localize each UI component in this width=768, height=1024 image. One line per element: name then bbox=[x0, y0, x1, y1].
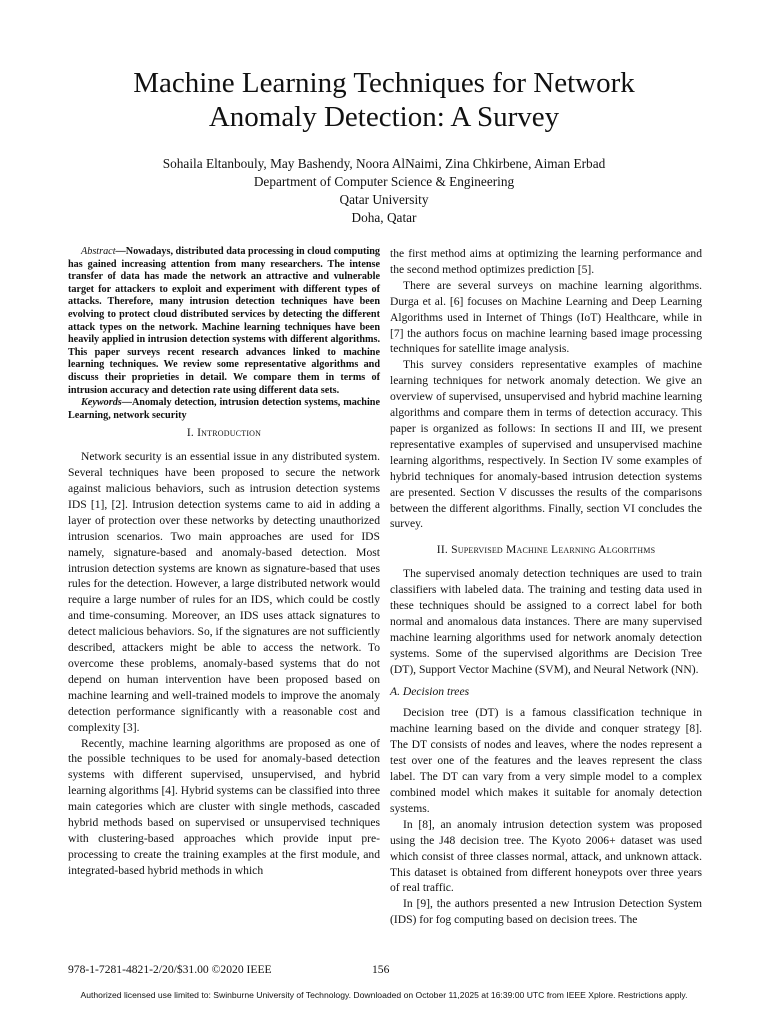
intro-paragraph-4: This survey considers representative examples of machine learning techniques for network anomaly detection. We give an overview of supervised, unsupervised and hybrid machine learning algorithms and compare them in terms of detection accuracy. This paper is organized as follows: In sections II and III, we present representative examples of supervised and unsupervised machine learning algorithms, respectively. In Section IV some examples of hybrid techniques for anomaly-based intrusion detection systems are presented. Section V discusses the results of the comparisons between the different algorithms. Finally, section VI concludes the survey. bbox=[390, 358, 702, 531]
decision-trees-paragraph-3: In [9], the authors presented a new Intrusion Detection System (IDS) for fog computing based on decision trees. The bbox=[390, 897, 702, 927]
footer-isbn: 978-1-7281-4821-2/20/$31.00 ©2020 IEEE bbox=[68, 963, 272, 976]
section-heading-introduction: I. Introduction bbox=[186, 426, 262, 440]
author-block bbox=[40, 155, 728, 227]
intro-paragraph-3: There are several surveys on machine learning algorithms. Durga et al. [6] focuses on Machine Learning and Deep Learning Algorithms used in Internet of Things (IoT) Healthcare, while in [7] the authors focus on machine learning based image processing techniques for satellite image analysis. bbox=[390, 278, 702, 356]
intro-paragraph-continued: the first method aims at optimizing the learning performance and the second method optimizes prediction [5]. bbox=[390, 247, 702, 276]
subsection-heading-decision-trees: A. Decision trees bbox=[390, 684, 470, 698]
decision-trees-paragraph-2: In [8], an anomaly intrusion detection system was proposed using the J48 decision tree. The Kyoto 2006+ dataset was used which consist of three classes normal, attack, and unknown attack. This dataset is obtained from different honeypots over three years of real traffic. bbox=[390, 817, 702, 895]
intro-paragraph-2: Recently, machine learning algorithms are proposed as one of the possible techniques to be used for anomaly-based detection systems with different supervised, unsupervised, and hybrid learning algorithms [4]. Hybrid systems can be classified into three main categories which are cluster with single methods, cascaded hybrid methods based on supervised or unsupervised techniques with clustering-based approaches which provide input pre-processing to create the training examples at the first module, and integrated-based hybrid methods in which bbox=[68, 736, 380, 877]
license-notice: Authorized licensed use limited to: Swinburne University of Technology. Downloaded on October 11,2025 at 16:39:00 UTC from IEEE Xplore. Restrictions apply. bbox=[80, 990, 688, 1000]
author-department: Department of Computer Science & Engineering bbox=[253, 174, 515, 189]
page-number: 156 bbox=[372, 963, 390, 976]
left-column bbox=[68, 246, 380, 879]
right-column bbox=[390, 246, 702, 928]
keywords bbox=[68, 397, 380, 422]
title-line-2: Anomaly Detection: A Survey bbox=[208, 101, 560, 133]
intro-paragraph-1: Network security is an essential issue in any distributed system. Several techniques have been proposed to secure the network against malicious behaviors, such as intrusion detection systems IDS [1], [2]. Intrusion detection systems came to aid in adding a layer of protection over these networks by detecting unauthorized intrusion scenarios. Two main approaches are used for IDS namely, signature-based and anomaly-based detection. Most intrusion detection systems are known as signature-based that uses rules for the detection. However, a large distributed network would require a large number of rules for an IDS, which could be costly and time-consuming. Moreover, an IDS uses attack signatures to detect malicious behaviors. So, if the signatures are not sufficiently described, attackers might be able to access the network. To overcome these problems, anomaly-based systems that do not depend on human intervention have been proposed based on machine learning and well-trained models to improve the anomaly detection performance significantly with a reasonable cost and complexity [3]. bbox=[68, 450, 380, 734]
keywords-text: —Anomaly detection, intrusion detection systems, machine Learning, network security bbox=[68, 397, 380, 421]
author-location: Doha, Qatar bbox=[351, 210, 417, 225]
paper-title bbox=[60, 66, 708, 134]
title-line-1: Machine Learning Techniques for Network bbox=[133, 67, 635, 99]
keywords-label: Keywords bbox=[81, 397, 122, 409]
abstract bbox=[68, 246, 380, 397]
supervised-paragraph-1: The supervised anomaly detection techniques are used to train classifiers with labeled data. The training and testing data used in these techniques should be assigned to a correct label for both normal and anomalous data instances. There are many supervised machine learning algorithms used for network anomaly detection systems. Some of the supervised algorithms are Decision Tree (DT), Support Vector Machine (SVM), and Neural Network (NN). bbox=[390, 567, 702, 676]
abstract-text: —Nowadays, distributed data processing in cloud computing has gained increasing attention from many researchers. The intense transfer of data has made the network an attractive and vulnerable target for attackers to exploit and experiment with different types of attacks. Therefore, many intrusion detection techniques have been evolving to protect cloud distributed services by detecting the different attack types on the network. Machine learning techniques have been heavily applied in intrusion detection systems with different algorithms. This paper surveys recent research advances linked to machine learning techniques. We review some representative algorithms and discuss their proprieties in detail. We compare them in terms of intrusion accuracy and detection rate using different data sets. bbox=[68, 246, 380, 396]
section-heading-supervised: II. Supervised Machine Learning Algorithms bbox=[436, 543, 656, 557]
author-university: Qatar University bbox=[339, 192, 429, 207]
decision-trees-paragraph-1: Decision tree (DT) is a famous classification technique in machine learning based on the divide and conquer strategy [8]. The DT consists of nodes and leaves, where the nodes represent a test over one of the features and the leaves represent the class label. The DT can vary from a very simple model to a complex combined model which makes it suitable for anomaly detection systems. bbox=[390, 706, 702, 815]
author-names: Sohaila Eltanbouly, May Bashendy, Noora AlNaimi, Zina Chkirbene, Aiman Erbad bbox=[162, 156, 606, 171]
abstract-label: Abstract bbox=[81, 246, 116, 257]
